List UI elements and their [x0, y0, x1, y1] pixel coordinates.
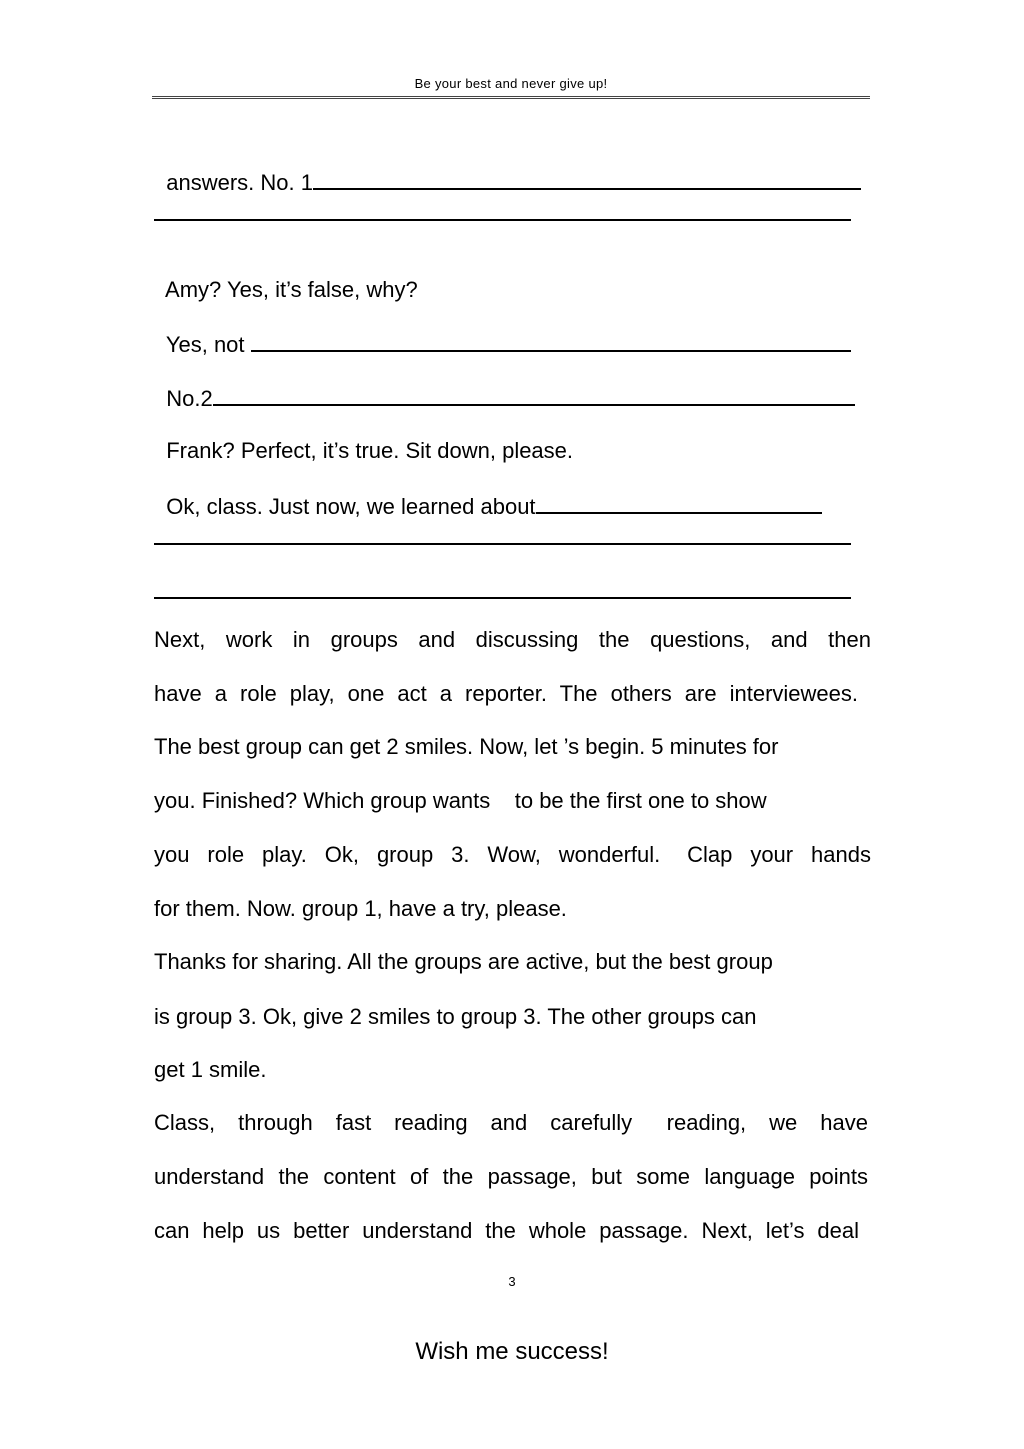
- text-line-yes-not: [154, 304, 851, 358]
- paragraph-line: is group 3. Ok, give 2 smiles to group 3. The other groups can: [154, 1004, 757, 1029]
- paragraph-line: you role play. Ok, group 3. Wow, wonderful. Clap your hands: [154, 842, 871, 867]
- line-text: answers. No. 1: [166, 170, 313, 195]
- paragraph-line: have a role play, one act a reporter. The others are interviewees.: [154, 681, 858, 706]
- paragraph-line: for them. Now. group 1, have a try, please.: [154, 896, 567, 921]
- line-text: Yes, not: [165, 332, 251, 357]
- paragraph-line: Thanks for sharing. All the groups are active, but the best group: [154, 949, 773, 974]
- answer-blank: [313, 168, 861, 190]
- paragraph-line: The best group can get 2 smiles. Now, let ’s begin. 5 minutes for: [154, 734, 779, 759]
- page-header: [152, 76, 870, 99]
- answer-blank-line: [154, 219, 851, 221]
- page-number: 3: [508, 1274, 516, 1289]
- paragraph-line: Class, through fast reading and carefully reading, we have: [154, 1110, 868, 1135]
- paragraph-line: can help us better understand the whole passage. Next, let’s deal: [154, 1218, 859, 1243]
- text-line-answers: [154, 142, 861, 196]
- page-footer: Wish me success!: [415, 1338, 609, 1365]
- header-text: Be your best and never give up!: [414, 76, 608, 91]
- text-line-no2: [154, 358, 855, 412]
- text-line-learned-about: [154, 466, 822, 520]
- answer-blank: [536, 492, 822, 514]
- answer-blank: [251, 330, 851, 352]
- paragraph-line: understand the content of the passage, but some language points: [154, 1164, 868, 1189]
- text-line-amy: [154, 251, 418, 303]
- answer-blank-line: [154, 597, 851, 599]
- text-line-frank: [154, 412, 573, 464]
- paragraph-line: you. Finished? Which group wants to be the first one to show: [154, 788, 767, 813]
- line-text: Amy? Yes, it’s false, why?: [165, 277, 418, 302]
- line-text: No.2: [166, 386, 213, 411]
- paragraph-line: Next, work in groups and discussing the questions, and then: [154, 627, 871, 652]
- line-text: Frank? Perfect, it’s true. Sit down, please.: [166, 438, 574, 463]
- line-text: Ok, class. Just now, we learned about: [166, 494, 536, 519]
- answer-blank-line: [154, 543, 851, 545]
- answer-blank: [213, 384, 855, 406]
- paragraph-line: get 1 smile.: [154, 1057, 267, 1082]
